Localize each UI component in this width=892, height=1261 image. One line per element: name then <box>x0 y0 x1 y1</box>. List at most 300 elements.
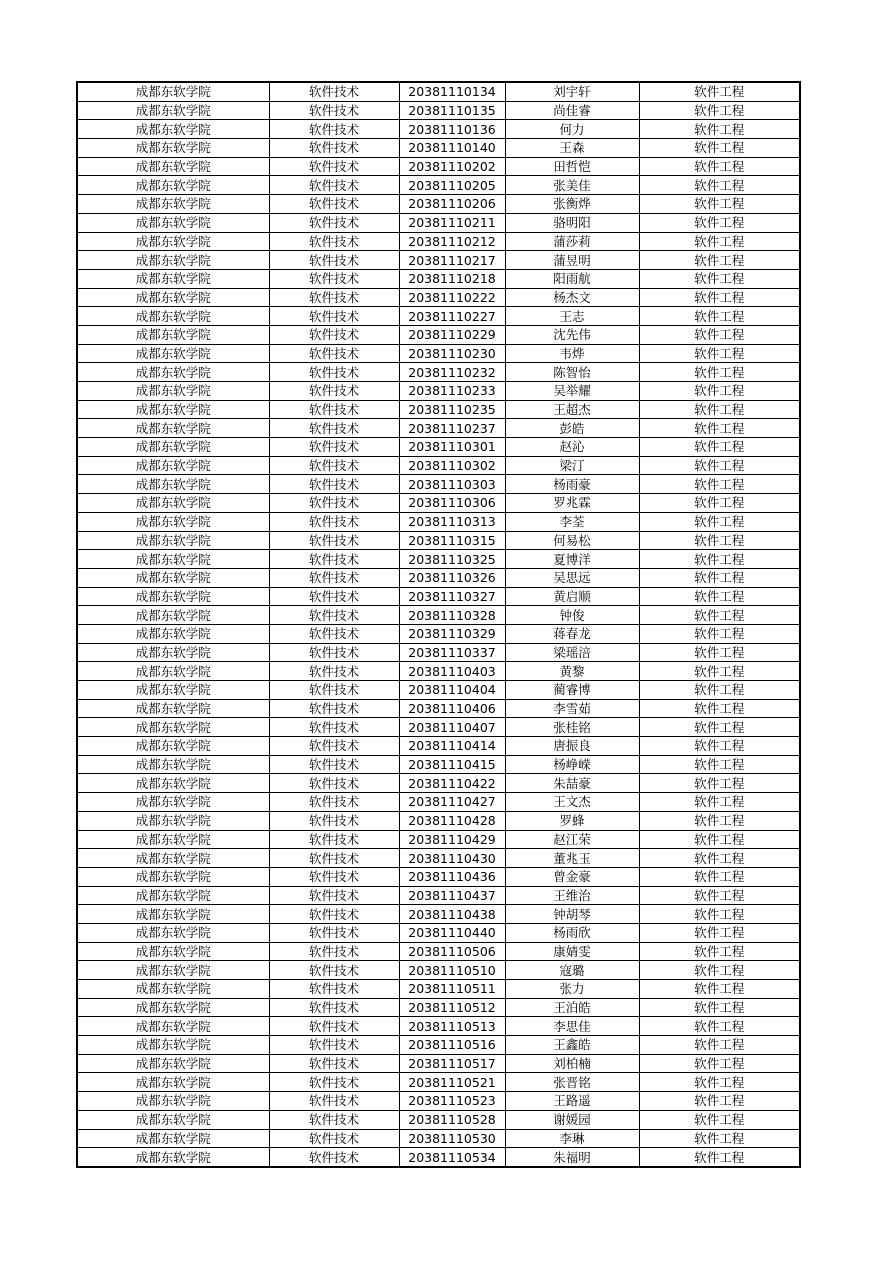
cell-major: 软件技术 <box>269 120 399 139</box>
cell-student-name: 钟俊 <box>505 606 639 625</box>
cell-student-id: 20381110438 <box>399 905 505 924</box>
table-row <box>77 1017 800 1036</box>
cell-school: 成都东软学院 <box>77 905 269 924</box>
table-row <box>77 1054 800 1073</box>
cell-student-name: 张力 <box>505 980 639 999</box>
cell-target-major: 软件工程 <box>639 288 800 307</box>
cell-target-major: 软件工程 <box>639 961 800 980</box>
table-row <box>77 438 800 457</box>
cell-school: 成都东软学院 <box>77 1036 269 1055</box>
table-row <box>77 755 800 774</box>
cell-school: 成都东软学院 <box>77 550 269 569</box>
cell-student-name: 何易松 <box>505 531 639 550</box>
cell-school: 成都东软学院 <box>77 531 269 550</box>
cell-student-name: 彭皓 <box>505 419 639 438</box>
cell-student-id: 20381110217 <box>399 251 505 270</box>
cell-student-id: 20381110229 <box>399 325 505 344</box>
cell-major: 软件技术 <box>269 998 399 1017</box>
cell-student-name: 蒲昱明 <box>505 251 639 270</box>
cell-student-name: 钟胡琴 <box>505 905 639 924</box>
table-row <box>77 1073 800 1092</box>
cell-target-major: 软件工程 <box>639 531 800 550</box>
cell-student-name: 蒋春龙 <box>505 624 639 643</box>
cell-major: 软件技术 <box>269 587 399 606</box>
table-row <box>77 213 800 232</box>
cell-target-major: 软件工程 <box>639 867 800 886</box>
cell-student-id: 20381110232 <box>399 363 505 382</box>
cell-school: 成都东软学院 <box>77 438 269 457</box>
table-row <box>77 587 800 606</box>
cell-target-major: 软件工程 <box>639 980 800 999</box>
cell-school: 成都东软学院 <box>77 643 269 662</box>
cell-major: 软件技术 <box>269 718 399 737</box>
cell-school: 成都东软学院 <box>77 419 269 438</box>
cell-school: 成都东软学院 <box>77 120 269 139</box>
table-row <box>77 139 800 158</box>
cell-student-name: 李荃 <box>505 512 639 531</box>
cell-school: 成都东软学院 <box>77 923 269 942</box>
table-row <box>77 568 800 587</box>
cell-major: 软件技术 <box>269 662 399 681</box>
cell-student-name: 谢媛园 <box>505 1110 639 1129</box>
cell-major: 软件技术 <box>269 923 399 942</box>
cell-target-major: 软件工程 <box>639 213 800 232</box>
cell-school: 成都东软学院 <box>77 699 269 718</box>
cell-school: 成都东软学院 <box>77 269 269 288</box>
cell-target-major: 软件工程 <box>639 624 800 643</box>
cell-school: 成都东软学院 <box>77 980 269 999</box>
table-row <box>77 849 800 868</box>
cell-school: 成都东软学院 <box>77 344 269 363</box>
cell-target-major: 软件工程 <box>639 325 800 344</box>
cell-target-major: 软件工程 <box>639 1017 800 1036</box>
cell-major: 软件技术 <box>269 363 399 382</box>
cell-school: 成都东软学院 <box>77 1092 269 1111</box>
cell-major: 软件技术 <box>269 531 399 550</box>
table-row <box>77 737 800 756</box>
cell-major: 软件技术 <box>269 494 399 513</box>
cell-target-major: 软件工程 <box>639 793 800 812</box>
table-row <box>77 531 800 550</box>
cell-school: 成都东软学院 <box>77 568 269 587</box>
cell-student-id: 20381110428 <box>399 811 505 830</box>
cell-student-id: 20381110403 <box>399 662 505 681</box>
cell-major: 软件技术 <box>269 1036 399 1055</box>
cell-target-major: 软件工程 <box>639 755 800 774</box>
table-row <box>77 961 800 980</box>
cell-major: 软件技术 <box>269 400 399 419</box>
cell-student-id: 20381110303 <box>399 475 505 494</box>
cell-school: 成都东软学院 <box>77 961 269 980</box>
cell-student-id: 20381110212 <box>399 232 505 251</box>
cell-school: 成都东软学院 <box>77 213 269 232</box>
table-row <box>77 1092 800 1111</box>
cell-student-id: 20381110313 <box>399 512 505 531</box>
table-row <box>77 923 800 942</box>
cell-target-major: 软件工程 <box>639 494 800 513</box>
table-row <box>77 475 800 494</box>
cell-student-id: 20381110337 <box>399 643 505 662</box>
cell-student-name: 杨雨欣 <box>505 923 639 942</box>
cell-major: 软件技术 <box>269 681 399 700</box>
table-row <box>77 793 800 812</box>
cell-student-id: 20381110513 <box>399 1017 505 1036</box>
cell-student-name: 杨峥嵘 <box>505 755 639 774</box>
cell-school: 成都东软学院 <box>77 587 269 606</box>
cell-school: 成都东软学院 <box>77 288 269 307</box>
cell-major: 软件技术 <box>269 1110 399 1129</box>
cell-school: 成都东软学院 <box>77 195 269 214</box>
cell-target-major: 软件工程 <box>639 1148 800 1167</box>
cell-target-major: 软件工程 <box>639 251 800 270</box>
table-row <box>77 718 800 737</box>
cell-major: 软件技术 <box>269 942 399 961</box>
cell-target-major: 软件工程 <box>639 195 800 214</box>
cell-student-id: 20381110218 <box>399 269 505 288</box>
cell-target-major: 软件工程 <box>639 456 800 475</box>
cell-student-id: 20381110511 <box>399 980 505 999</box>
cell-student-id: 20381110506 <box>399 942 505 961</box>
cell-major: 软件技术 <box>269 737 399 756</box>
cell-school: 成都东软学院 <box>77 157 269 176</box>
cell-student-id: 20381110437 <box>399 886 505 905</box>
cell-school: 成都东软学院 <box>77 82 269 101</box>
cell-target-major: 软件工程 <box>639 1092 800 1111</box>
cell-major: 软件技术 <box>269 213 399 232</box>
cell-student-name: 吴思远 <box>505 568 639 587</box>
cell-major: 软件技术 <box>269 456 399 475</box>
cell-student-id: 20381110233 <box>399 382 505 401</box>
cell-major: 软件技术 <box>269 1073 399 1092</box>
table-row <box>77 1110 800 1129</box>
table-row <box>77 998 800 1017</box>
table-row <box>77 830 800 849</box>
table-row <box>77 157 800 176</box>
table-row <box>77 662 800 681</box>
cell-school: 成都东软学院 <box>77 456 269 475</box>
cell-student-id: 20381110230 <box>399 344 505 363</box>
cell-major: 软件技术 <box>269 1017 399 1036</box>
cell-school: 成都东软学院 <box>77 830 269 849</box>
cell-student-id: 20381110211 <box>399 213 505 232</box>
cell-student-id: 20381110222 <box>399 288 505 307</box>
cell-target-major: 软件工程 <box>639 344 800 363</box>
cell-target-major: 软件工程 <box>639 681 800 700</box>
cell-school: 成都东软学院 <box>77 475 269 494</box>
cell-major: 软件技术 <box>269 344 399 363</box>
cell-student-name: 刘柏楠 <box>505 1054 639 1073</box>
cell-school: 成都东软学院 <box>77 1073 269 1092</box>
table-row <box>77 195 800 214</box>
cell-student-name: 赵沁 <box>505 438 639 457</box>
table-row <box>77 456 800 475</box>
table-row <box>77 980 800 999</box>
cell-target-major: 软件工程 <box>639 830 800 849</box>
cell-school: 成都东软学院 <box>77 942 269 961</box>
cell-school: 成都东软学院 <box>77 512 269 531</box>
cell-student-name: 王泊皓 <box>505 998 639 1017</box>
cell-student-name: 李琳 <box>505 1129 639 1148</box>
table-row <box>77 550 800 569</box>
cell-target-major: 软件工程 <box>639 849 800 868</box>
cell-student-name: 张桂铭 <box>505 718 639 737</box>
table-row <box>77 400 800 419</box>
cell-student-id: 20381110512 <box>399 998 505 1017</box>
cell-major: 软件技术 <box>269 624 399 643</box>
cell-school: 成都东软学院 <box>77 1129 269 1148</box>
cell-student-name: 韦烨 <box>505 344 639 363</box>
cell-student-id: 20381110516 <box>399 1036 505 1055</box>
cell-major: 软件技术 <box>269 139 399 158</box>
cell-target-major: 软件工程 <box>639 82 800 101</box>
cell-school: 成都东软学院 <box>77 101 269 120</box>
table-row <box>77 494 800 513</box>
cell-major: 软件技术 <box>269 512 399 531</box>
table-row <box>77 82 800 101</box>
cell-school: 成都东软学院 <box>77 363 269 382</box>
cell-target-major: 软件工程 <box>639 1129 800 1148</box>
cell-student-name: 张晋铭 <box>505 1073 639 1092</box>
cell-school: 成都东软学院 <box>77 811 269 830</box>
cell-student-id: 20381110136 <box>399 120 505 139</box>
cell-student-name: 赵江荣 <box>505 830 639 849</box>
cell-student-id: 20381110327 <box>399 587 505 606</box>
table-row <box>77 699 800 718</box>
cell-school: 成都东软学院 <box>77 998 269 1017</box>
cell-major: 软件技术 <box>269 475 399 494</box>
cell-target-major: 软件工程 <box>639 737 800 756</box>
table-row <box>77 942 800 961</box>
table-row <box>77 101 800 120</box>
cell-school: 成都东软学院 <box>77 176 269 195</box>
cell-target-major: 软件工程 <box>639 1054 800 1073</box>
cell-major: 软件技术 <box>269 1148 399 1167</box>
cell-major: 软件技术 <box>269 1092 399 1111</box>
cell-student-name: 蒲莎莉 <box>505 232 639 251</box>
cell-student-id: 20381110302 <box>399 456 505 475</box>
cell-student-name: 朱福明 <box>505 1148 639 1167</box>
roster-body <box>77 82 800 1167</box>
cell-student-name: 刘宇轩 <box>505 82 639 101</box>
cell-student-name: 王超杰 <box>505 400 639 419</box>
cell-major: 软件技术 <box>269 774 399 793</box>
cell-student-name: 唐振良 <box>505 737 639 756</box>
cell-target-major: 软件工程 <box>639 587 800 606</box>
cell-major: 软件技术 <box>269 157 399 176</box>
cell-student-name: 张美佳 <box>505 176 639 195</box>
cell-major: 软件技术 <box>269 568 399 587</box>
cell-major: 软件技术 <box>269 438 399 457</box>
cell-student-name: 沈先伟 <box>505 325 639 344</box>
cell-student-name: 王森 <box>505 139 639 158</box>
cell-major: 软件技术 <box>269 606 399 625</box>
cell-major: 软件技术 <box>269 849 399 868</box>
table-row <box>77 176 800 195</box>
cell-student-id: 20381110235 <box>399 400 505 419</box>
cell-major: 软件技术 <box>269 1054 399 1073</box>
cell-student-id: 20381110206 <box>399 195 505 214</box>
table-row <box>77 288 800 307</box>
cell-student-name: 罗兆霖 <box>505 494 639 513</box>
cell-student-id: 20381110415 <box>399 755 505 774</box>
table-row <box>77 1036 800 1055</box>
cell-student-id: 20381110430 <box>399 849 505 868</box>
cell-student-id: 20381110406 <box>399 699 505 718</box>
cell-major: 软件技术 <box>269 699 399 718</box>
cell-student-id: 20381110202 <box>399 157 505 176</box>
cell-major: 软件技术 <box>269 980 399 999</box>
cell-student-id: 20381110429 <box>399 830 505 849</box>
cell-target-major: 软件工程 <box>639 1110 800 1129</box>
cell-target-major: 软件工程 <box>639 176 800 195</box>
cell-student-name: 李雪茹 <box>505 699 639 718</box>
cell-student-name: 王文杰 <box>505 793 639 812</box>
cell-target-major: 软件工程 <box>639 139 800 158</box>
cell-major: 软件技术 <box>269 830 399 849</box>
cell-student-id: 20381110306 <box>399 494 505 513</box>
table-row <box>77 269 800 288</box>
cell-student-id: 20381110134 <box>399 82 505 101</box>
cell-school: 成都东软学院 <box>77 251 269 270</box>
cell-school: 成都东软学院 <box>77 681 269 700</box>
cell-school: 成都东软学院 <box>77 606 269 625</box>
cell-target-major: 软件工程 <box>639 923 800 942</box>
cell-target-major: 软件工程 <box>639 699 800 718</box>
table-row <box>77 886 800 905</box>
cell-student-name: 康婧雯 <box>505 942 639 961</box>
table-row <box>77 307 800 326</box>
cell-student-name: 夏博洋 <box>505 550 639 569</box>
cell-student-name: 杨雨豪 <box>505 475 639 494</box>
cell-target-major: 软件工程 <box>639 382 800 401</box>
cell-school: 成都东软学院 <box>77 737 269 756</box>
cell-major: 软件技术 <box>269 886 399 905</box>
cell-target-major: 软件工程 <box>639 1073 800 1092</box>
cell-target-major: 软件工程 <box>639 101 800 120</box>
cell-major: 软件技术 <box>269 961 399 980</box>
cell-target-major: 软件工程 <box>639 400 800 419</box>
cell-student-name: 吴举耀 <box>505 382 639 401</box>
cell-student-name: 黄启顺 <box>505 587 639 606</box>
cell-school: 成都东软学院 <box>77 793 269 812</box>
cell-target-major: 软件工程 <box>639 905 800 924</box>
cell-major: 软件技术 <box>269 643 399 662</box>
cell-major: 软件技术 <box>269 867 399 886</box>
cell-student-name: 王路遥 <box>505 1092 639 1111</box>
cell-target-major: 软件工程 <box>639 307 800 326</box>
table-row <box>77 120 800 139</box>
table-row <box>77 681 800 700</box>
cell-target-major: 软件工程 <box>639 662 800 681</box>
cell-major: 软件技术 <box>269 232 399 251</box>
cell-student-id: 20381110407 <box>399 718 505 737</box>
cell-major: 软件技术 <box>269 269 399 288</box>
cell-student-name: 寇璐 <box>505 961 639 980</box>
cell-student-name: 陈智怡 <box>505 363 639 382</box>
cell-student-name: 蔺睿博 <box>505 681 639 700</box>
cell-student-name: 罗蜂 <box>505 811 639 830</box>
cell-student-id: 20381110326 <box>399 568 505 587</box>
cell-student-id: 20381110237 <box>399 419 505 438</box>
cell-target-major: 软件工程 <box>639 363 800 382</box>
table-row <box>77 419 800 438</box>
cell-target-major: 软件工程 <box>639 774 800 793</box>
cell-student-name: 李思佳 <box>505 1017 639 1036</box>
cell-student-name: 张衡烨 <box>505 195 639 214</box>
cell-major: 软件技术 <box>269 195 399 214</box>
cell-student-id: 20381110534 <box>399 1148 505 1167</box>
cell-student-id: 20381110530 <box>399 1129 505 1148</box>
cell-school: 成都东软学院 <box>77 1148 269 1167</box>
cell-student-id: 20381110328 <box>399 606 505 625</box>
cell-student-id: 20381110205 <box>399 176 505 195</box>
cell-school: 成都东软学院 <box>77 494 269 513</box>
cell-major: 软件技术 <box>269 251 399 270</box>
cell-school: 成都东软学院 <box>77 1017 269 1036</box>
cell-student-id: 20381110140 <box>399 139 505 158</box>
cell-target-major: 软件工程 <box>639 1036 800 1055</box>
cell-student-id: 20381110528 <box>399 1110 505 1129</box>
table-row <box>77 232 800 251</box>
cell-target-major: 软件工程 <box>639 120 800 139</box>
table-row <box>77 363 800 382</box>
cell-student-name: 王志 <box>505 307 639 326</box>
cell-student-name: 梁瑶涪 <box>505 643 639 662</box>
cell-student-id: 20381110422 <box>399 774 505 793</box>
cell-school: 成都东软学院 <box>77 774 269 793</box>
cell-student-id: 20381110301 <box>399 438 505 457</box>
cell-school: 成都东软学院 <box>77 382 269 401</box>
cell-student-name: 何力 <box>505 120 639 139</box>
table-row <box>77 774 800 793</box>
cell-target-major: 软件工程 <box>639 811 800 830</box>
cell-student-name: 王鑫皓 <box>505 1036 639 1055</box>
cell-major: 软件技术 <box>269 1129 399 1148</box>
table-row <box>77 382 800 401</box>
cell-major: 软件技术 <box>269 905 399 924</box>
cell-student-id: 20381110315 <box>399 531 505 550</box>
cell-student-id: 20381110510 <box>399 961 505 980</box>
table-row <box>77 905 800 924</box>
cell-school: 成都东软学院 <box>77 307 269 326</box>
cell-target-major: 软件工程 <box>639 643 800 662</box>
cell-major: 软件技术 <box>269 382 399 401</box>
cell-student-id: 20381110227 <box>399 307 505 326</box>
table-row <box>77 251 800 270</box>
cell-major: 软件技术 <box>269 325 399 344</box>
cell-student-name: 朱喆豪 <box>505 774 639 793</box>
cell-target-major: 软件工程 <box>639 475 800 494</box>
table-row <box>77 867 800 886</box>
cell-school: 成都东软学院 <box>77 1054 269 1073</box>
cell-school: 成都东软学院 <box>77 232 269 251</box>
cell-student-id: 20381110523 <box>399 1092 505 1111</box>
cell-student-name: 黄黎 <box>505 662 639 681</box>
cell-major: 软件技术 <box>269 755 399 774</box>
cell-student-name: 田哲恺 <box>505 157 639 176</box>
cell-school: 成都东软学院 <box>77 867 269 886</box>
cell-school: 成都东软学院 <box>77 1110 269 1129</box>
cell-student-id: 20381110436 <box>399 867 505 886</box>
table-row <box>77 512 800 531</box>
cell-student-id: 20381110329 <box>399 624 505 643</box>
cell-target-major: 软件工程 <box>639 606 800 625</box>
cell-school: 成都东软学院 <box>77 139 269 158</box>
cell-school: 成都东软学院 <box>77 624 269 643</box>
cell-student-id: 20381110135 <box>399 101 505 120</box>
cell-major: 软件技术 <box>269 811 399 830</box>
cell-school: 成都东软学院 <box>77 718 269 737</box>
